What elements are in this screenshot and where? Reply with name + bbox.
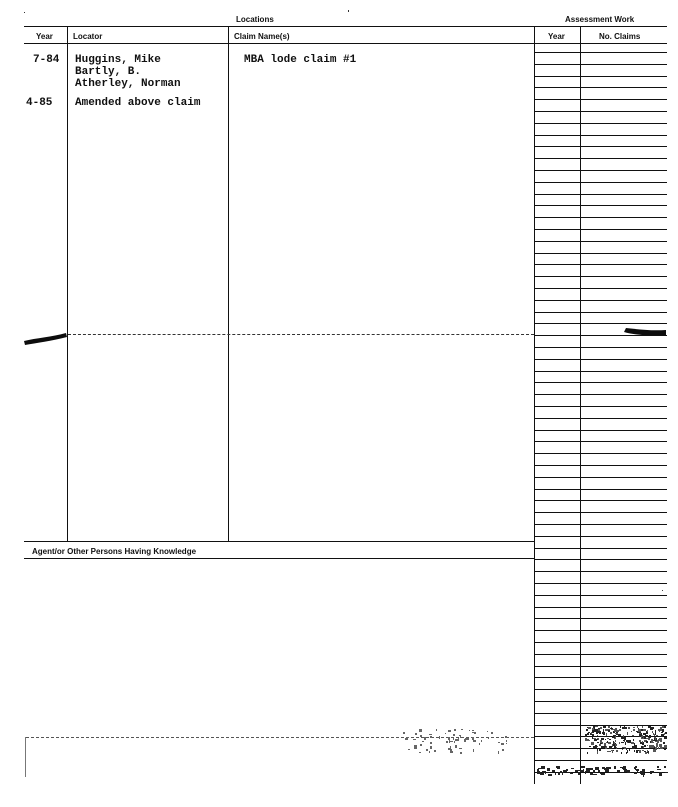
scan-speck bbox=[602, 768, 603, 769]
scan-speck bbox=[585, 738, 587, 740]
assessment-row-rule bbox=[534, 607, 667, 608]
assessment-row-rule bbox=[534, 241, 667, 242]
scan-speck bbox=[24, 12, 25, 13]
scan-speck bbox=[498, 751, 500, 754]
assessment-row-rule bbox=[534, 276, 667, 277]
assessment-row-rule bbox=[534, 760, 667, 761]
scan-speck bbox=[445, 733, 447, 734]
scan-speck bbox=[501, 743, 504, 745]
scan-speck bbox=[654, 734, 655, 737]
scan-speck bbox=[454, 729, 456, 731]
scan-speck bbox=[578, 772, 580, 774]
scan-speck bbox=[587, 733, 589, 735]
assessment-row-rule bbox=[534, 630, 667, 631]
scan-speck bbox=[650, 771, 653, 773]
assessment-row-rule bbox=[534, 583, 667, 584]
scan-speck bbox=[606, 733, 608, 736]
scan-speck bbox=[581, 766, 585, 768]
assessment-row-rule bbox=[534, 194, 667, 195]
scan-speck bbox=[646, 738, 648, 739]
punch-mark-right bbox=[622, 325, 668, 339]
assessment-row-rule bbox=[534, 323, 667, 324]
scan-speck bbox=[472, 737, 475, 740]
scan-speck bbox=[595, 745, 598, 748]
assessment-row-rule bbox=[534, 335, 667, 336]
scan-speck bbox=[446, 741, 448, 743]
scan-speck bbox=[560, 771, 562, 773]
header-bottom-rule bbox=[24, 43, 667, 44]
assessment-row-rule bbox=[534, 253, 667, 254]
assessment-row-rule bbox=[534, 701, 667, 702]
scan-speck bbox=[479, 743, 481, 745]
assessment-row-rule bbox=[534, 441, 667, 442]
assessment-row-rule bbox=[534, 146, 667, 147]
scan-speck bbox=[607, 751, 609, 752]
scan-speck bbox=[634, 750, 635, 752]
assessment-row-rule bbox=[534, 87, 667, 88]
scan-speck bbox=[660, 747, 663, 749]
scan-speck bbox=[458, 738, 459, 741]
scan-speck bbox=[585, 772, 586, 773]
assessment-row-rule bbox=[534, 406, 667, 407]
agent-section-label: Agent/or Other Persons Having Knowledge bbox=[32, 547, 197, 556]
scan-speck bbox=[597, 751, 598, 754]
assessment-row-rule bbox=[534, 489, 667, 490]
scan-speck bbox=[448, 737, 450, 740]
assessment-row-rule bbox=[534, 500, 667, 501]
scan-speck bbox=[547, 768, 550, 770]
scan-speck bbox=[628, 727, 630, 728]
scan-speck bbox=[603, 726, 605, 727]
scan-speck bbox=[645, 752, 647, 755]
scan-speck bbox=[588, 740, 590, 741]
scan-speck bbox=[593, 774, 597, 775]
entry-locator: Bartly, B. bbox=[75, 66, 142, 78]
assessment-row-rule bbox=[534, 465, 667, 466]
scan-speck bbox=[632, 735, 634, 736]
scan-speck bbox=[664, 737, 667, 739]
assessment-row-rule bbox=[534, 677, 667, 678]
scan-speck bbox=[419, 752, 421, 753]
scan-speck bbox=[541, 766, 545, 769]
assessment-left-border bbox=[534, 26, 535, 784]
scan-speck bbox=[661, 735, 663, 737]
scan-speck bbox=[652, 728, 653, 730]
scan-speck bbox=[537, 772, 539, 773]
scan-speck bbox=[488, 738, 489, 739]
scan-speck bbox=[588, 727, 591, 729]
assessment-work-header: Assessment Work bbox=[565, 15, 635, 24]
scan-speck bbox=[610, 732, 612, 734]
assessment-row-rule bbox=[534, 76, 667, 77]
scan-speck bbox=[439, 736, 440, 739]
scan-speck bbox=[643, 774, 644, 777]
scan-speck bbox=[631, 742, 634, 745]
assessment-row-rule bbox=[534, 418, 667, 419]
scan-speck bbox=[654, 737, 656, 738]
scan-speck bbox=[408, 749, 409, 750]
assessment-row-rule bbox=[534, 111, 667, 112]
scan-speck bbox=[430, 742, 431, 744]
assessment-year-divider bbox=[580, 26, 581, 784]
scan-speck bbox=[426, 749, 428, 750]
scan-speck bbox=[661, 732, 664, 733]
entry-year: 7-84 bbox=[33, 54, 60, 66]
scan-speck bbox=[587, 752, 588, 755]
scan-speck bbox=[641, 746, 642, 749]
scan-speck bbox=[454, 741, 455, 742]
assessment-row-rule bbox=[534, 618, 667, 619]
scan-speck bbox=[460, 752, 462, 755]
scan-speck bbox=[655, 733, 657, 735]
scan-speck bbox=[637, 770, 638, 772]
scan-speck bbox=[591, 732, 592, 734]
scan-speck bbox=[633, 729, 634, 732]
scan-speck bbox=[466, 738, 469, 740]
scan-speck bbox=[592, 737, 593, 739]
scan-speck bbox=[415, 745, 417, 748]
scan-speck bbox=[647, 730, 648, 733]
scan-speck bbox=[591, 742, 594, 745]
entry-claim-name: MBA lode claim #1 bbox=[244, 54, 357, 66]
assessment-row-rule bbox=[534, 524, 667, 525]
assessment-row-rule bbox=[534, 99, 667, 100]
scan-speck bbox=[605, 747, 606, 749]
scan-speck bbox=[605, 729, 608, 731]
scan-speck bbox=[600, 743, 602, 744]
scan-speck bbox=[642, 726, 643, 727]
scan-speck bbox=[665, 726, 666, 727]
no-claims-column-header: No. Claims bbox=[599, 32, 641, 41]
scan-speck bbox=[548, 774, 552, 776]
scan-speck bbox=[430, 746, 433, 749]
scan-speck bbox=[622, 747, 625, 748]
scan-speck bbox=[629, 749, 630, 751]
scan-speck bbox=[612, 736, 614, 738]
assessment-row-rule bbox=[534, 135, 667, 136]
scan-speck bbox=[615, 733, 618, 734]
scan-speck bbox=[655, 741, 657, 742]
scan-speck bbox=[649, 735, 651, 737]
entry-locator: Atherley, Norman bbox=[75, 78, 181, 90]
assessment-row-rule bbox=[534, 725, 667, 726]
assessment-row-rule bbox=[534, 548, 667, 549]
assessment-row-rule bbox=[534, 536, 667, 537]
assessment-row-rule bbox=[534, 642, 667, 643]
scan-speck bbox=[664, 748, 666, 750]
scan-speck bbox=[453, 734, 455, 736]
scan-speck bbox=[461, 729, 463, 731]
entry-locator: Huggins, Mike bbox=[75, 54, 161, 66]
scan-speck bbox=[567, 770, 568, 771]
locations-bottom-rule bbox=[24, 541, 534, 542]
scan-speck bbox=[657, 769, 659, 770]
scan-speck bbox=[623, 735, 625, 736]
scan-speck bbox=[634, 745, 636, 747]
scan-speck bbox=[597, 731, 599, 732]
scan-speck bbox=[429, 751, 430, 753]
scan-speck bbox=[545, 771, 547, 774]
scan-speck bbox=[599, 731, 601, 734]
scan-speck bbox=[448, 730, 451, 732]
locator-claim-divider bbox=[228, 26, 229, 541]
scan-speck bbox=[640, 742, 642, 744]
scan-speck bbox=[621, 736, 624, 739]
scan-speck bbox=[487, 731, 488, 732]
scan-speck bbox=[659, 772, 662, 773]
scan-speck bbox=[608, 730, 609, 732]
scan-speck bbox=[459, 748, 462, 749]
scan-speck bbox=[469, 730, 471, 731]
assessment-row-rule bbox=[534, 288, 667, 289]
scan-speck bbox=[473, 740, 476, 742]
scan-speck bbox=[627, 750, 628, 753]
scan-speck bbox=[615, 740, 617, 742]
scan-speck bbox=[663, 742, 664, 743]
scan-speck bbox=[639, 733, 641, 734]
scan-speck bbox=[627, 770, 630, 773]
scan-speck bbox=[453, 738, 454, 741]
assessment-row-rule bbox=[534, 264, 667, 265]
scan-speck bbox=[602, 732, 604, 734]
scan-speck bbox=[604, 743, 606, 746]
scan-speck bbox=[419, 729, 420, 730]
scan-speck bbox=[450, 746, 452, 749]
scan-speck bbox=[639, 735, 641, 737]
entry-year: 4-85 bbox=[26, 97, 53, 109]
scan-speck bbox=[634, 772, 636, 774]
scan-speck bbox=[617, 770, 620, 772]
scan-speck bbox=[662, 590, 663, 591]
assessment-row-rule bbox=[534, 689, 667, 690]
scan-speck bbox=[633, 739, 634, 741]
scan-speck bbox=[464, 739, 465, 742]
scan-speck bbox=[665, 772, 668, 774]
scan-speck bbox=[622, 749, 623, 751]
assessment-row-rule bbox=[534, 654, 667, 655]
scan-speck bbox=[620, 726, 621, 728]
scan-speck bbox=[605, 739, 606, 740]
scan-speck bbox=[614, 766, 616, 769]
scan-speck bbox=[430, 736, 432, 737]
scan-speck bbox=[594, 739, 596, 741]
scan-speck bbox=[607, 738, 609, 740]
assessment-row-rule bbox=[534, 123, 667, 124]
assessment-row-rule bbox=[534, 158, 667, 159]
scan-speck bbox=[614, 746, 617, 748]
scan-speck bbox=[621, 742, 624, 743]
scan-speck bbox=[498, 742, 499, 743]
assessment-row-rule bbox=[534, 64, 667, 65]
scan-speck bbox=[597, 742, 599, 743]
scan-speck bbox=[638, 729, 641, 732]
scan-speck bbox=[506, 743, 508, 745]
scan-speck bbox=[643, 729, 646, 732]
scan-speck bbox=[627, 732, 628, 735]
scan-speck bbox=[626, 740, 629, 742]
scan-speck bbox=[540, 773, 544, 775]
scan-speck bbox=[455, 745, 458, 748]
scan-speck bbox=[614, 742, 615, 744]
left-edge-mark bbox=[25, 737, 26, 777]
assessment-row-rule bbox=[534, 182, 667, 183]
scan-speck bbox=[589, 746, 591, 747]
scan-speck bbox=[625, 727, 627, 729]
scan-speck bbox=[654, 747, 655, 748]
scan-speck bbox=[635, 768, 636, 770]
assessment-row-rule bbox=[534, 559, 667, 560]
scan-speck bbox=[616, 750, 618, 753]
assessment-row-rule bbox=[534, 347, 667, 348]
scan-speck bbox=[636, 750, 637, 752]
scan-speck bbox=[604, 768, 608, 771]
locations-header: Locations bbox=[236, 15, 274, 24]
fold-line bbox=[68, 334, 534, 335]
assessment-row-rule bbox=[534, 453, 667, 454]
scan-speck bbox=[505, 736, 507, 738]
scan-speck bbox=[570, 773, 573, 774]
scan-speck bbox=[600, 773, 603, 774]
assessment-row-rule bbox=[534, 666, 667, 667]
scan-speck bbox=[460, 736, 461, 739]
scan-speck bbox=[455, 739, 458, 741]
scan-speck bbox=[617, 730, 619, 731]
scan-speck bbox=[640, 771, 644, 774]
scan-speck bbox=[502, 749, 504, 751]
year-column-header: Year bbox=[36, 32, 53, 41]
scan-speck bbox=[472, 732, 474, 733]
assessment-row-rule bbox=[534, 595, 667, 596]
scan-speck bbox=[621, 752, 622, 754]
scan-speck bbox=[658, 739, 661, 741]
scan-speck bbox=[552, 770, 555, 772]
scan-speck bbox=[658, 747, 659, 749]
scan-speck bbox=[413, 739, 416, 740]
scan-speck bbox=[609, 739, 611, 740]
assessment-row-rule bbox=[534, 229, 667, 230]
scan-speck bbox=[348, 10, 349, 12]
scan-speck bbox=[665, 732, 667, 734]
scan-speck bbox=[664, 766, 666, 768]
scan-speck bbox=[473, 749, 474, 752]
scan-speck bbox=[403, 732, 405, 734]
scan-speck bbox=[649, 745, 650, 747]
scan-speck bbox=[429, 734, 431, 735]
scan-speck bbox=[601, 746, 603, 748]
scan-speck bbox=[434, 750, 436, 752]
scan-speck bbox=[651, 742, 654, 743]
scan-speck bbox=[631, 731, 632, 732]
assessment-year-column-header: Year bbox=[548, 32, 565, 41]
agent-label-rule bbox=[24, 558, 534, 559]
scan-speck bbox=[593, 770, 595, 772]
assessment-row-rule bbox=[534, 217, 667, 218]
scan-speck bbox=[436, 729, 437, 731]
scan-speck bbox=[557, 766, 560, 769]
scan-speck bbox=[424, 737, 426, 739]
scan-speck bbox=[622, 767, 625, 769]
assessment-row-rule bbox=[534, 512, 667, 513]
assessment-row-rule bbox=[534, 394, 667, 395]
scan-speck bbox=[625, 742, 626, 745]
assessment-row-rule bbox=[534, 52, 667, 53]
assessment-row-rule bbox=[534, 312, 667, 313]
scan-speck bbox=[450, 751, 453, 753]
scan-speck bbox=[450, 741, 453, 742]
scan-speck bbox=[653, 749, 656, 752]
scan-speck bbox=[597, 735, 598, 737]
assessment-row-rule bbox=[534, 713, 667, 714]
assessment-row-rule bbox=[534, 170, 667, 171]
scan-speck bbox=[558, 772, 559, 775]
scan-speck bbox=[646, 741, 647, 743]
scan-speck bbox=[555, 773, 556, 775]
scan-speck bbox=[647, 745, 649, 746]
scan-speck bbox=[610, 728, 612, 729]
scan-speck bbox=[597, 739, 599, 740]
assessment-row-rule bbox=[534, 477, 667, 478]
claim-names-column-header: Claim Name(s) bbox=[234, 32, 290, 41]
scan-speck bbox=[595, 726, 598, 727]
scan-speck bbox=[609, 746, 612, 749]
scan-speck bbox=[415, 733, 417, 734]
scan-speck bbox=[639, 750, 640, 753]
year-locator-divider bbox=[67, 26, 68, 541]
locator-column-header: Locator bbox=[73, 32, 103, 41]
scan-speck bbox=[481, 740, 482, 742]
entry-locator: Amended above claim bbox=[75, 97, 201, 109]
scan-speck bbox=[650, 745, 653, 748]
scan-speck bbox=[406, 737, 408, 740]
scan-speck bbox=[644, 737, 647, 738]
header-top-rule bbox=[24, 26, 667, 27]
scan-speck bbox=[613, 750, 614, 751]
scan-speck bbox=[571, 768, 575, 769]
scan-speck bbox=[608, 742, 610, 744]
scan-speck bbox=[419, 729, 422, 732]
scan-speck bbox=[597, 749, 598, 751]
assessment-row-rule bbox=[534, 359, 667, 360]
scan-speck bbox=[601, 738, 604, 740]
assessment-row-rule bbox=[534, 300, 667, 301]
scan-speck bbox=[599, 749, 601, 751]
punch-mark-left bbox=[22, 330, 70, 346]
scan-speck bbox=[563, 770, 567, 772]
scan-speck bbox=[619, 742, 621, 744]
scan-speck bbox=[459, 735, 461, 736]
assessment-row-rule bbox=[534, 382, 667, 383]
scan-speck bbox=[624, 726, 625, 729]
scan-speck bbox=[600, 740, 601, 742]
scan-speck bbox=[580, 770, 584, 771]
scan-speck bbox=[420, 744, 421, 746]
scan-speck bbox=[491, 732, 493, 734]
assessment-row-rule bbox=[534, 430, 667, 431]
assessment-row-rule bbox=[534, 371, 667, 372]
assessment-row-rule bbox=[534, 571, 667, 572]
assessment-row-rule bbox=[534, 205, 667, 206]
scan-speck bbox=[422, 741, 424, 742]
scan-speck bbox=[420, 735, 421, 737]
